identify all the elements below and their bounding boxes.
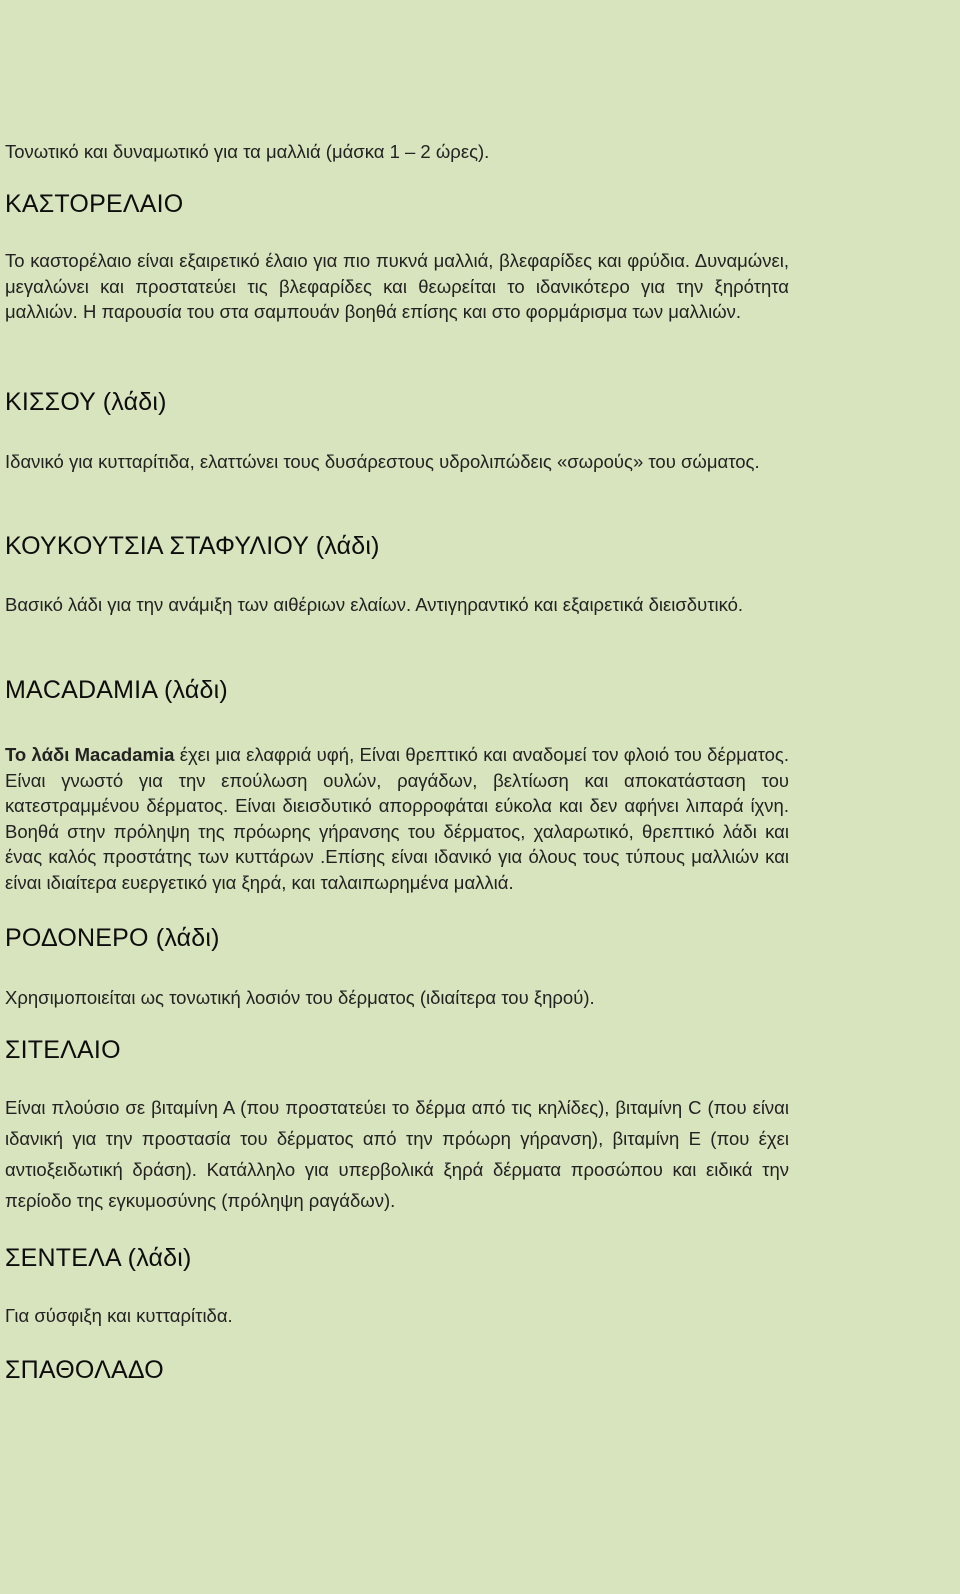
heading-sitelaio: ΣΙΤΕΛΑΙΟ	[5, 1036, 121, 1064]
heading-koukoutsia: ΚΟΥΚΟΥΤΣΙΑ ΣΤΑΦΥΛΙΟΥ (λάδι)	[5, 532, 380, 560]
paragraph-kastorelaio: Το καστορέλαιο είναι εξαιρετικό έλαιο για πιο πυκνά μαλλιά, βλεφαρίδες και φρύδια. Δυναμώνει, μεγαλώνει και προστατεύει τις βλεφαρίδες και θεωρείται το ιδανικότερο για την ξηρότητα μαλλιών. Η παρουσία του στα σαμπουάν βοηθά επίσης και στο φορμάρισμα των μαλλιών.	[5, 250, 789, 322]
macadamia-body: έχει μια ελαφριά υφή, Είναι θρεπτικό και αναδομεί τον φλοιό του δέρματος. Είναι γνωστό για την επούλωση ουλών, ραγάδων, βελτίωση και αποκατάσταση του κατεστραμμένου δέρματος. Είναι διεισδυτικό απορροφάται εύκολα και δεν αφήνει λιπαρά ίχνη. Βοηθά στην πρόληψη της πρόωρης γήρανσης του δέρματος, χαλαρωτικό, θρεπτικό λάδι και ένας καλός προστάτης των κυττάρων .Επίσης είναι ιδανικό για όλους τους τύπους μαλλιών και είναι ιδιαίτερα ευεργετικό για ξηρά, και ταλαιπωρημένα μαλλιά.	[5, 744, 789, 893]
paragraph-rodonero: Χρησιμοποιείται ως τονωτική λοσιόν του δέρματος (ιδιαίτερα του ξηρού).	[5, 987, 595, 1008]
paragraph-kissou: Ιδανικό για κυτταρίτιδα, ελαττώνει τους δυσάρεστους υδρολιπώδεις «σωρούς» του σώματος.	[5, 451, 760, 472]
paragraph-koukoutsia: Βασικό λάδι για την ανάμιξη των αιθέριων ελαίων. Αντιγηραντικό και εξαιρετικά διεισδυτικό.	[5, 594, 744, 615]
macadamia-bold-lead: Το λάδι Macadamia	[5, 744, 175, 765]
heading-sentela: ΣΕΝΤΕΛΑ (λάδι)	[5, 1244, 192, 1272]
heading-kastorelaio: ΚΑΣΤΟΡΕΛΑΙΟ	[5, 190, 184, 218]
heading-spatholado: ΣΠΑΘΟΛΑΔΟ	[5, 1356, 164, 1384]
paragraph-macadamia	[5, 742, 789, 895]
paragraph-sitelaio: Είναι πλούσιο σε βιταμίνη Α (που προστατεύει το δέρμα από τις κηλίδες), βιταμίνη C (που είναι ιδανική για την προστασία του δέρματος από την πρόωρη γήρανση), βιταμίνη Ε (που έχει αντιοξειδωτική δράση). Κατάλληλο για υπερβολικά ξηρά δέρματα προσώπου και ειδικά την περίοδο της εγκυμοσύνης (πρόληψη ραγάδων).	[5, 1097, 789, 1211]
heading-macadamia: MACADAMIA (λάδι)	[5, 676, 228, 704]
paragraph-sentela: Για σύσφιξη και κυτταρίτιδα.	[5, 1305, 233, 1326]
intro-paragraph: Τονωτικό και δυναμωτικό για τα μαλλιά (μάσκα 1 – 2 ώρες).	[5, 141, 490, 162]
heading-kissou: ΚΙΣΣΟΥ (λάδι)	[5, 388, 167, 416]
heading-rodonero: ΡΟΔΟΝΕΡΟ (λάδι)	[5, 924, 220, 952]
